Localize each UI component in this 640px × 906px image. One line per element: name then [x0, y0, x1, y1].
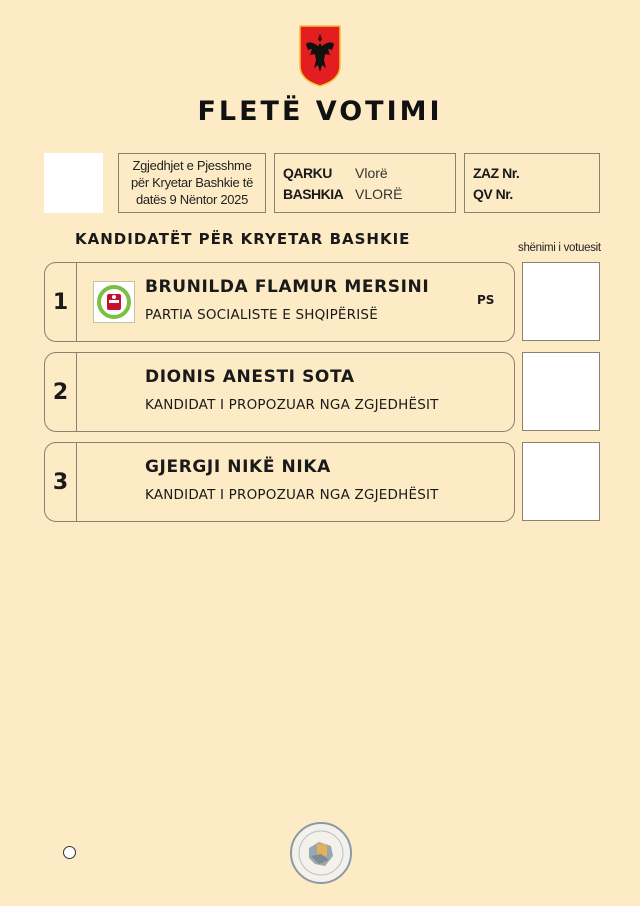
region-info-box	[274, 153, 456, 213]
punch-hole-icon	[63, 846, 76, 859]
bashkia-label: BASHKIA	[283, 186, 344, 202]
candidate-party: KANDIDAT I PROPOZUAR NGA ZGJEDHËSIT	[145, 487, 439, 503]
voter-mark-label: shënimi i votuesit	[518, 242, 601, 254]
blank-stamp-area	[44, 153, 103, 213]
candidate-number: 1	[45, 263, 77, 341]
ballot-title: FLETË VOTIMI	[197, 96, 443, 127]
bashkia-value: VLORË	[355, 186, 403, 202]
candidate-name: BRUNILDA FLAMUR MERSINI	[145, 277, 430, 297]
candidate-row	[44, 352, 515, 432]
candidate-name: DIONIS ANESTI SOTA	[145, 367, 355, 387]
qarku-label: QARKU	[283, 165, 332, 181]
zaz-label: ZAZ Nr.	[473, 165, 520, 181]
candidate-row	[44, 262, 515, 342]
election-info-line: për Kryetar Bashkie të	[130, 175, 254, 190]
section-heading: KANDIDATËT PËR KRYETAR BASHKIE	[75, 230, 411, 248]
election-commission-seal-icon	[289, 820, 353, 886]
qarku-value: Vlorë	[355, 165, 388, 181]
station-codes-box	[464, 153, 600, 213]
election-info-line: Zgjedhjet e Pjesshme	[132, 158, 252, 173]
qv-label: QV Nr.	[473, 186, 513, 202]
vote-mark-box-1[interactable]	[522, 262, 600, 341]
election-info-box	[118, 153, 266, 213]
election-info-line: datës 9 Nëntor 2025	[135, 192, 249, 207]
albanian-eagle-emblem-icon	[298, 24, 342, 88]
candidate-number: 3	[45, 443, 77, 521]
candidate-party: KANDIDAT I PROPOZUAR NGA ZGJEDHËSIT	[145, 397, 439, 413]
ps-party-logo-icon	[93, 281, 135, 323]
candidate-number: 2	[45, 353, 77, 431]
vote-mark-box-2[interactable]	[522, 352, 600, 431]
candidate-row	[44, 442, 515, 522]
party-abbreviation: PS	[477, 293, 495, 307]
candidate-party: PARTIA SOCIALISTE E SHQIPËRISË	[145, 307, 378, 323]
vote-mark-box-3[interactable]	[522, 442, 600, 521]
candidate-name: GJERGJI NIKË NIKA	[145, 457, 331, 477]
